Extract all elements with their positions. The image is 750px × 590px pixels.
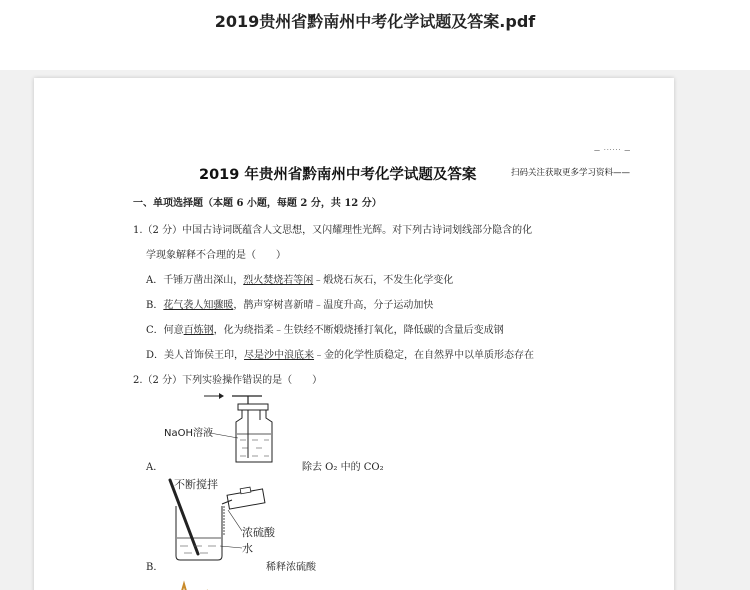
inlet-arrow-head (219, 393, 224, 399)
question-1-option-c (146, 321, 504, 336)
option-text: B． (146, 300, 164, 311)
bottle (236, 410, 272, 462)
underlined-text: 烈火焚烧若等闲 (243, 275, 314, 286)
ad-text: 扫码关注获取更多学习资料—— (511, 168, 631, 178)
question-1-option-d (146, 346, 534, 361)
option-text: C．何意 (146, 325, 184, 336)
question-2-stem: 2.（2 分）下列实验操作错误的是（ ） (133, 375, 323, 386)
document-title: 2019 年贵州省黔南州中考化学试题及答案 (199, 167, 477, 183)
question-1-option-b (146, 296, 433, 311)
acid-pointer (228, 510, 242, 531)
acid-label: 浓硫酸 (242, 526, 275, 539)
option-b-label: B． (146, 562, 164, 573)
option-text: ﹣金的化学性质稳定，在自然界中以单质形态存在 (314, 350, 535, 361)
stir-label: 不断搅拌 (174, 478, 218, 491)
option-text: A．千锤万凿出深山， (146, 275, 244, 286)
option-text: ﹣煅烧石灰石，不发生化学变化 (313, 275, 454, 286)
underlined-text: 花气袭人知骤暖 (163, 300, 234, 311)
question-1-stem: 1.（2 分）中国古诗词既蕴含人文思想，又闪耀理性光辉。对下列古诗词划线部分隐含的化 (133, 225, 533, 236)
water-pointer (220, 546, 242, 548)
option-b-caption: 稀释浓硫酸 (266, 562, 316, 573)
next-figure-fragment (174, 578, 214, 590)
section-heading: 一、单项选择题（本题 6 小题，每题 2 分，共 12 分） (133, 198, 382, 209)
viewer-header (0, 0, 750, 70)
question-1-option-a (146, 271, 453, 286)
water-label: 水 (242, 542, 253, 555)
label-pointer (210, 433, 238, 438)
diluting-acid-figure (162, 476, 282, 568)
fragment-shape (180, 584, 188, 590)
header-ad-fragment: — ······ — (594, 147, 632, 154)
pdf-page[interactable] (34, 78, 674, 590)
underlined-text: 尽是沙中浪底来 (244, 350, 315, 361)
stopper (238, 404, 268, 410)
liquid-hatching (240, 440, 269, 456)
underlined-text: 百炼钢 (183, 325, 214, 336)
file-title: 2019贵州省黔南州中考化学试题及答案.pdf (214, 12, 536, 31)
question-1-stem-continued: 学现象解释不合理的是（ ） (146, 250, 286, 261)
option-text: D．美人首饰侯王印， (146, 350, 245, 361)
naoh-label: NaOH溶液 (164, 428, 213, 439)
option-text: ，鹊声穿树喜新晴﹣温度升高，分子运动加快 (233, 300, 434, 311)
option-a-caption: 除去 O₂ 中的 CO₂ (302, 462, 384, 473)
option-text: ，化为绕指柔﹣生铁经不断煅烧捶打氧化，降低碳的含量后变成钢 (213, 325, 504, 336)
glass-rod (170, 480, 198, 554)
option-a-label: A． (146, 462, 164, 473)
gas-washing-bottle-figure (164, 390, 274, 470)
